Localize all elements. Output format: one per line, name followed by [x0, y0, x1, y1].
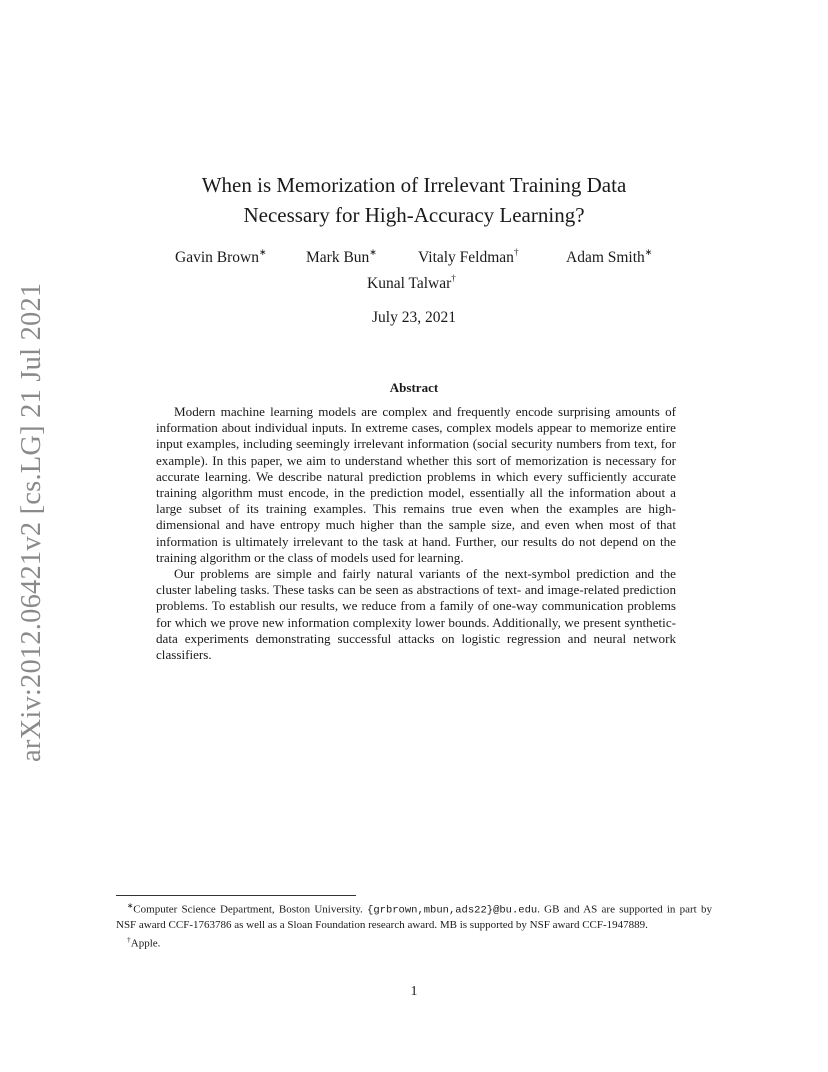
author-adam-smith: Adam Smith∗	[566, 247, 653, 267]
arxiv-identifier: arXiv:2012.06421v2 [cs.LG] 21 Jul 2021	[16, 282, 47, 762]
author-gavin-brown: Gavin Brown∗	[175, 247, 267, 267]
abstract-body	[156, 404, 676, 663]
title-line-1: When is Memorization of Irrelevant Training Data	[201, 173, 627, 197]
footnote-2: †Apple.	[127, 934, 161, 950]
footnote-email: {grbrown,mbun,ads22}@bu.edu	[367, 904, 538, 917]
author-mark-bun: Mark Bun∗	[306, 247, 377, 267]
footnote-rule	[116, 895, 356, 896]
paper-title	[0, 170, 828, 230]
abstract-paragraph-2: Our problems are simple and fairly natural variants of the next-symbol prediction and the cluster labeling tasks. These tasks can be seen as abstractions of text- and image-related prediction problems. To establish our results, we reduce from a family of one-way communication problems for which we prove new information complexity lower bounds. Additionally, we present synthetic-data experiments demonstrating successful attacks on logistic regression and neural network classifiers.	[156, 566, 676, 663]
footnote-1: ∗Computer Science Department, Boston University. {grbrown,mbun,ads22}@bu.edu. GB and AS are supported in part by NSF award CCF-1763786 as well as a Sloan Foundation research award. MB is supported by NSF award CCF-1947889.	[116, 901, 712, 932]
paper-date: July 23, 2021	[372, 309, 456, 326]
abstract-heading: Abstract	[389, 380, 439, 395]
page-number: 1	[410, 984, 418, 999]
author-kunal-talwar: Kunal Talwar†	[367, 273, 456, 293]
footnotes	[116, 899, 712, 951]
abstract-paragraph-1: Modern machine learning models are complex and frequently encode surprising amounts of information about individual inputs. In extreme cases, complex models appear to memorize entire input examples, including seemingly irrelevant information (social security numbers from text, for example). In this paper, we aim to understand whether this sort of memorization is necessary for accurate learning. We describe natural prediction problems in which every sufficiently accurate training algorithm must encode, in the prediction model, essentially all the information about a large subset of its training examples. This remains true even when the examples are high-dimensional and have entropy much higher than the sample size, and even when most of that information is ultimately irrelevant to the task at hand. Further, our results do not depend on the training algorithm or the class of models used for learning.	[156, 404, 676, 565]
title-line-2: Necessary for High-Accuracy Learning?	[243, 203, 585, 227]
author-vitaly-feldman: Vitaly Feldman†	[418, 247, 519, 267]
